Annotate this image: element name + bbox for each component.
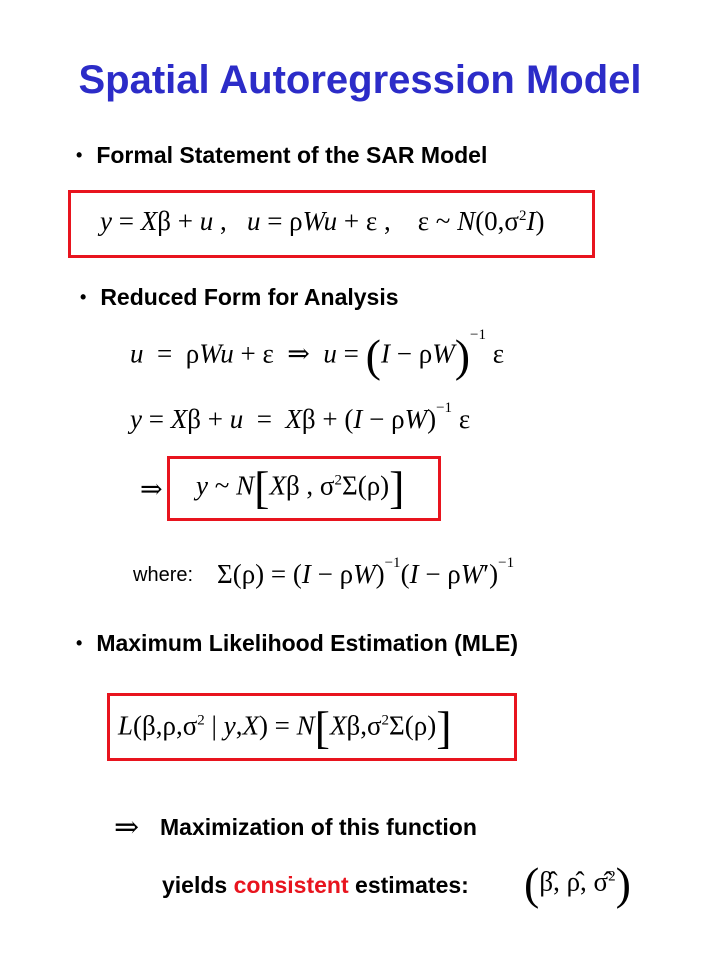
reduced-form-equation-u: u = ρWu + ε ⇒ $u = (I - \rho W)^{-1}$ ε xyxy=(130,326,505,381)
implies-arrow: ⇒ xyxy=(140,474,163,504)
where-label: where: xyxy=(133,564,194,586)
conclusion-arrow: ⇒ xyxy=(114,811,140,844)
conclusion-line-2-prefix: yields xyxy=(162,872,234,898)
reduced-form-equation-y: $y = X\beta + u = X\beta + (I - \rho W)^{-1}$ ε xyxy=(130,400,471,434)
conclusion-line-2 xyxy=(162,872,469,899)
consistent-highlight: consistent xyxy=(233,872,349,898)
bullet-reduced-form xyxy=(80,284,399,311)
sar-model-equation: y = Xβ + u , u = ρWu + ε , ε ~ $N(0,\sigma^2I)$ xyxy=(100,206,545,236)
bullet-mle xyxy=(76,630,518,657)
bullet-mle-label: Maximum Likelihood Estimation (MLE) xyxy=(96,630,519,656)
slide-title: Spatial Autoregression Model xyxy=(78,58,642,102)
likelihood-equation: $L(\beta,\rho,\sigma^2$ | $y,X) = N[X\beta,\sigma^2\Sigma(\rho)]$ xyxy=(118,702,452,753)
conclusion-line-2-suffix: estimates: xyxy=(348,872,469,898)
sigma-definition-equation: $\Sigma(\rho) = (I - \rho W)^{-1}(I - \rho W')^{-1}$ xyxy=(217,555,515,589)
bullet-icon: • xyxy=(76,633,83,653)
bullet-formal-label: Formal Statement of the SAR Model xyxy=(96,142,488,168)
bullet-formal-statement xyxy=(76,142,487,169)
bullet-icon: • xyxy=(76,145,83,165)
bullet-icon: • xyxy=(80,287,87,307)
distribution-equation: y ~ N[Xβ , $\sigma^2\Sigma(\rho)$] xyxy=(196,462,405,513)
bullet-reduced-label: Reduced Form for Analysis xyxy=(100,284,399,310)
estimates-tuple: (β̂, ρ̂, σ̂$^2$) xyxy=(524,858,631,909)
conclusion-line-1: Maximization of this function xyxy=(160,814,477,840)
